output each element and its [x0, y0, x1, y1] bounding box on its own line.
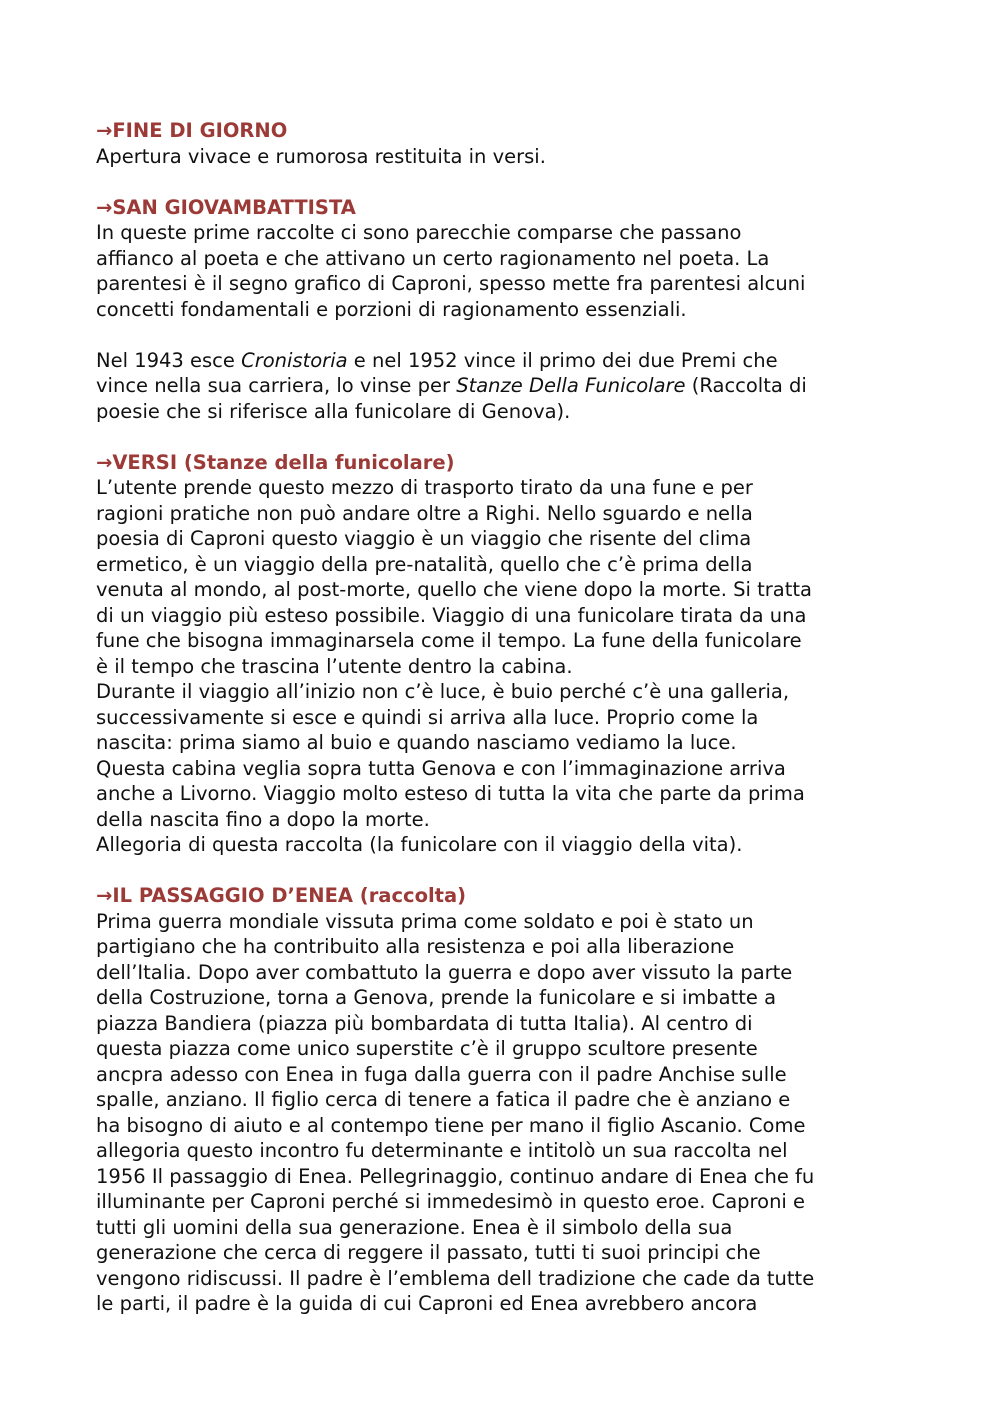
arrow-right-icon: →	[96, 119, 113, 142]
book-title-stanze: Stanze Della Funicolare	[456, 374, 686, 397]
text-line: nascita: prima siamo al buio e quando nasciamo vediamo la luce.	[96, 731, 737, 754]
section-heading	[96, 883, 916, 909]
text-line: ragioni pratiche non può andare oltre a Righi. Nello sguardo e nella	[96, 501, 753, 525]
text-line: affianco al poeta e che attivano un certo ragionamento nel poeta. La	[96, 246, 770, 270]
section-fine-di-giorno	[96, 118, 916, 169]
text-line: ancpra adesso con Enea in fuga dalla guerra con il padre Anchise sulle	[96, 1062, 787, 1086]
text-line: concetti fondamentali e porzioni di ragionamento essenziali.	[96, 297, 687, 321]
document-page	[96, 118, 916, 1317]
text-line: parentesi è il segno grafico di Caproni, spesso mette fra parentesi alcuni	[96, 272, 806, 295]
paragraph-gap	[96, 424, 916, 450]
heading-text: SAN GIOVAMBATTISTA	[112, 195, 356, 219]
text-line: 1956 Il passaggio di Enea. Pellegrinaggio, continuo andare di Enea che fu	[96, 1164, 815, 1188]
text-line: ermetico, è un viaggio della pre-natalità, quello che c’è prima della	[96, 552, 753, 576]
book-title-cronistoria: Cronistoria	[241, 348, 348, 372]
text-line: questa piazza come unico superstite c’è il gruppo scultore presente	[96, 1037, 758, 1060]
text-line: allegoria questo incontro fu determinante e intitolò un sua raccolta nel	[96, 1139, 788, 1162]
text-line: vengono ridiscussi. Il padre è l’emblema dell tradizione che cade da tutte	[96, 1266, 815, 1290]
paragraph-gap	[96, 858, 916, 884]
text-line: poesia di Caproni questo viaggio è un viaggio che risente del clima	[96, 527, 752, 550]
text-run: (Raccolta di	[685, 374, 807, 397]
text-run: Nel 1943 esce	[96, 348, 242, 372]
text-line: Allegoria di questa raccolta (la funicolare con il viaggio della vita).	[96, 833, 743, 856]
section-san-giovambattista	[96, 195, 916, 323]
arrow-right-icon: →	[96, 450, 113, 474]
text-line: L’utente prende questo mezzo di trasporto tirato da una fune e per	[96, 476, 753, 499]
text-line: fune che bisogna immaginarsela come il tempo. La fune della funicolare	[96, 629, 802, 652]
section-heading	[96, 450, 916, 476]
text-line: le parti, il padre è la guida di cui Caproni ed Enea avrebbero ancora	[96, 1292, 758, 1315]
text-run: e nel 1952 vince il primo dei due Premi che	[347, 348, 778, 372]
section-il-passaggio-d-enea	[96, 883, 916, 1317]
text-line: poesie che si riferisce alla funicolare di Genova).	[96, 399, 571, 423]
text-line: venuta al mondo, al post-morte, quello che viene dopo la morte. Si tratta	[96, 578, 812, 601]
text-line: Questa cabina veglia sopra tutta Genova e con l’immaginazione arriva	[96, 756, 786, 780]
text-line: Prima guerra mondiale vissuta prima come soldato e poi è stato un	[96, 909, 754, 933]
text-run: vince nella sua carriera, lo vinse per	[96, 374, 457, 397]
text-line: In queste prime raccolte ci sono parecchie comparse che passano	[96, 221, 742, 244]
heading-text: IL PASSAGGIO D’ENEA (raccolta)	[112, 884, 467, 907]
text-line	[96, 373, 916, 399]
text-line: Apertura vivace e rumorosa restituita in versi.	[96, 144, 546, 168]
arrow-right-icon: →	[96, 195, 113, 219]
text-line	[96, 348, 916, 374]
text-line: dell’Italia. Dopo aver combattuto la guerra e dopo aver vissuto la parte	[96, 960, 793, 984]
text-line: di un viaggio più esteso possibile. Viaggio di una funicolare tirata da una	[96, 603, 807, 627]
text-line: successivamente si esce e quindi si arriva alla luce. Proprio come la	[96, 705, 759, 729]
section-versi	[96, 450, 916, 858]
paragraph-gap	[96, 169, 916, 195]
text-line: generazione che cerca di reggere il passato, tutti ti suoi principi che	[96, 1241, 761, 1264]
section-heading	[96, 195, 916, 221]
text-line: piazza Bandiera (piazza più bombardata di tutta Italia). Al centro di	[96, 1011, 753, 1035]
text-line: anche a Livorno. Viaggio molto esteso di tutta la vita che parte da prima	[96, 782, 805, 805]
paragraph-cronistoria	[96, 348, 916, 425]
section-heading	[96, 118, 916, 144]
text-line: illuminante per Caproni perché si immedesimò in questo eroe. Caproni e	[96, 1190, 806, 1213]
arrow-right-icon: →	[96, 884, 113, 907]
paragraph-gap	[96, 322, 916, 348]
text-line: ha bisogno di aiuto e al contempo tiene per mano il figlio Ascanio. Come	[96, 1113, 806, 1137]
heading-text: FINE DI GIORNO	[112, 119, 288, 142]
heading-text: VERSI (Stanze della funicolare)	[112, 450, 455, 474]
text-line: della nascita fino a dopo la morte.	[96, 807, 430, 831]
text-line: della Costruzione, torna a Genova, prende la funicolare e si imbatte a	[96, 986, 777, 1009]
text-line: partigiano che ha contribuito alla resistenza e poi alla liberazione	[96, 935, 735, 958]
text-line: Durante il viaggio all’inizio non c’è luce, è buio perché c’è una galleria,	[96, 680, 790, 703]
text-line: tutti gli uomini della sua generazione. Enea è il simbolo della sua	[96, 1215, 733, 1239]
text-line: spalle, anziano. Il figlio cerca di tenere a fatica il padre che è anziano e	[96, 1088, 791, 1111]
text-line: è il tempo che trascina l’utente dentro la cabina.	[96, 654, 573, 678]
